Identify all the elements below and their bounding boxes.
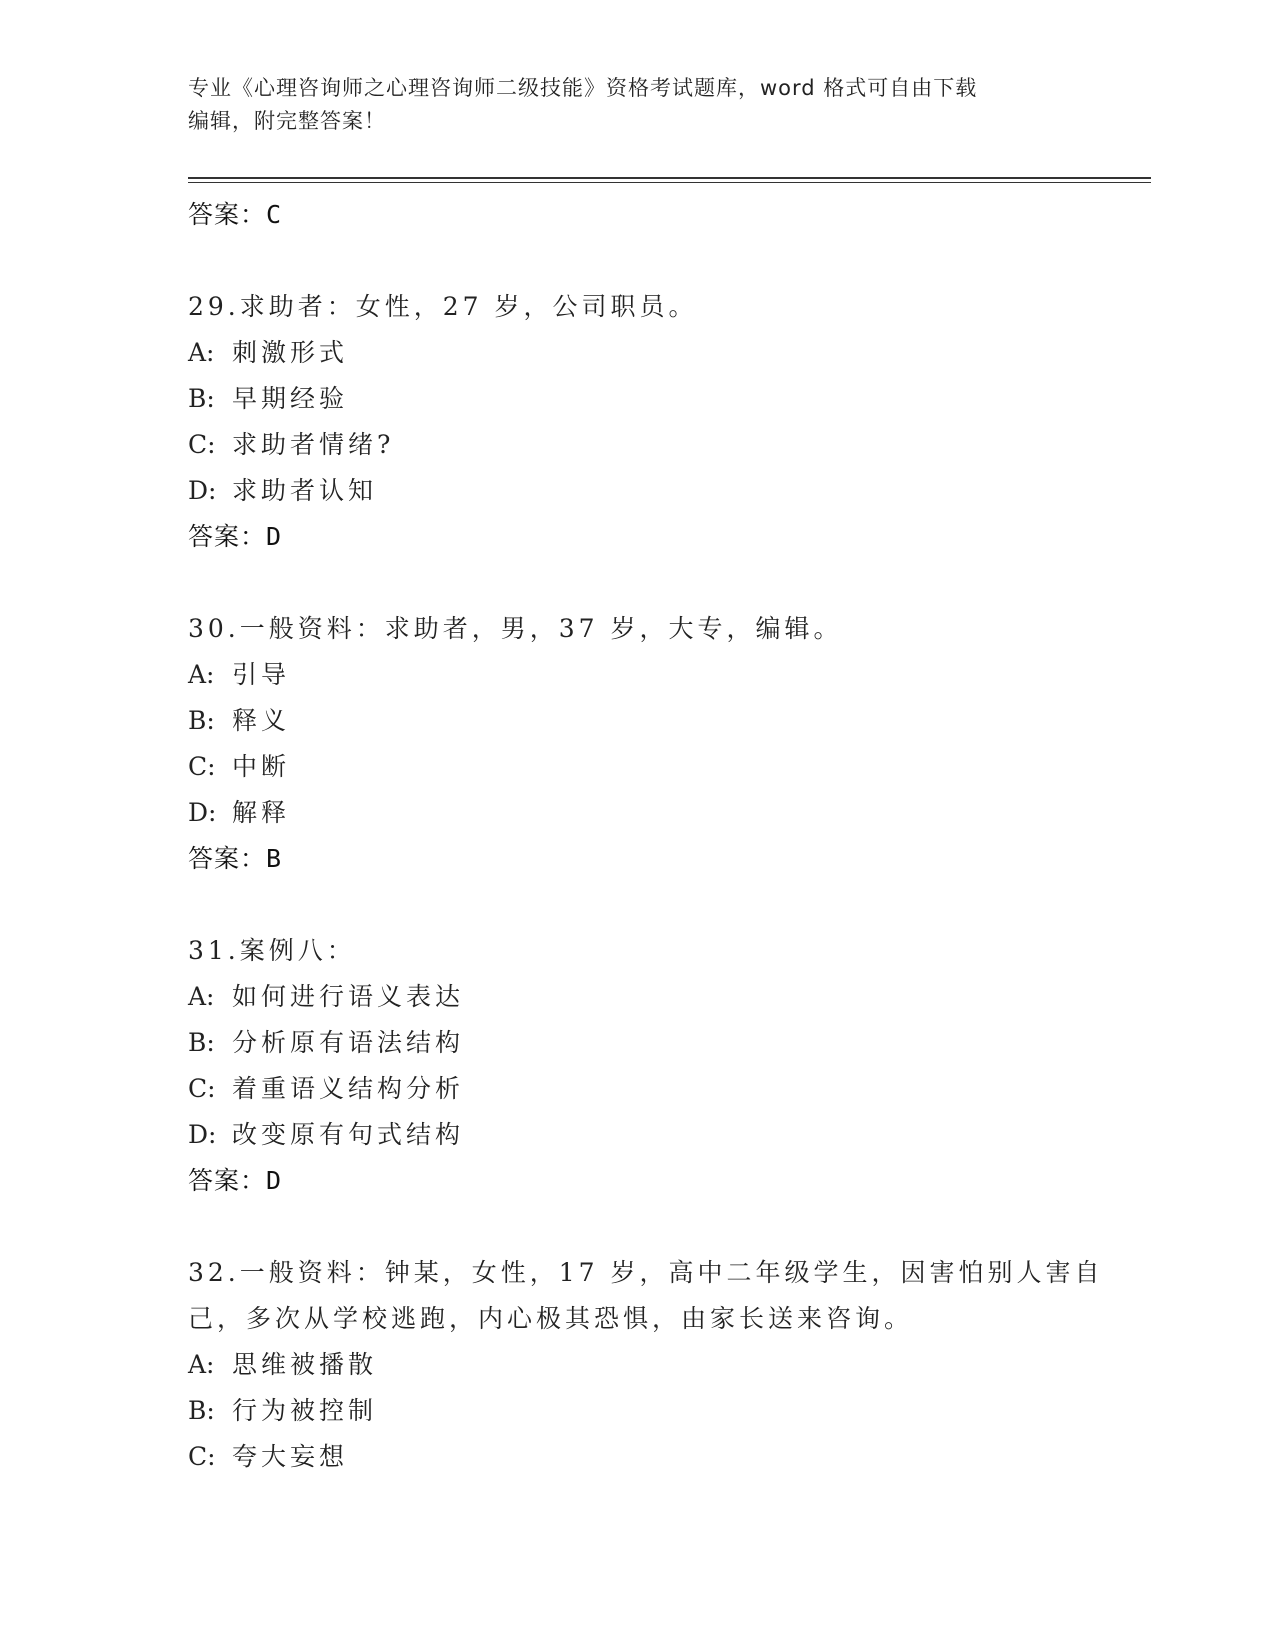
answer-value: B: [266, 844, 283, 873]
option-key: C:: [188, 1074, 216, 1103]
spacer: [188, 560, 1118, 606]
header-line-2: 编辑，附完整答案！: [188, 109, 386, 133]
option-text: 中断: [232, 752, 291, 781]
option-c: [188, 744, 1118, 790]
question-30: [188, 606, 1118, 882]
answer-line: [188, 514, 1118, 560]
header-divider-thick: [188, 177, 1151, 179]
header-line-1: 专业《心理咨询师之心理咨询师二级技能》资格考试题库，word 格式可自由下载: [188, 76, 978, 100]
option-text: 着重语义结构分析: [232, 1074, 465, 1103]
option-key: C:: [188, 430, 216, 459]
answer-line: [188, 1158, 1118, 1204]
question-29: [188, 284, 1118, 560]
answer-label: 答案：: [188, 844, 267, 873]
answer-label: 答案：: [188, 200, 267, 229]
option-key: A:: [188, 982, 215, 1011]
option-c: [188, 422, 1118, 468]
question-stem: 31.案例八：: [188, 936, 356, 965]
option-c: [188, 1066, 1118, 1112]
option-key: D:: [188, 798, 217, 827]
header-divider-thin: [188, 182, 1151, 183]
option-key: B:: [188, 706, 215, 735]
question-list: [188, 192, 1118, 1480]
spacer: [188, 882, 1118, 928]
answer-label: 答案：: [188, 522, 267, 551]
option-text: 分析原有语法结构: [232, 1028, 465, 1057]
option-text: 释义: [232, 706, 291, 735]
option-key: D:: [188, 476, 217, 505]
answer-value: C: [266, 200, 283, 229]
option-key: A:: [188, 660, 215, 689]
question-stem: 29.求助者：女性，27 岁，公司职员。: [188, 292, 698, 321]
option-text: 早期经验: [232, 384, 349, 413]
option-text: 解释: [232, 798, 291, 827]
option-b: [188, 1020, 1118, 1066]
option-key: C:: [188, 752, 216, 781]
answer-line: [188, 192, 1118, 238]
spacer: [188, 238, 1118, 284]
question-32: [188, 1250, 1118, 1480]
option-b: [188, 1388, 1118, 1434]
answer-value: D: [266, 1166, 283, 1195]
option-a: [188, 652, 1118, 698]
option-text: 求助者情绪?: [232, 430, 395, 459]
answer-value: D: [266, 522, 283, 551]
option-text: 如何进行语义表达: [232, 982, 465, 1011]
option-key: B:: [188, 384, 215, 413]
option-b: [188, 698, 1118, 744]
answer-line: [188, 836, 1118, 882]
option-key: C:: [188, 1442, 216, 1471]
option-text: 改变原有句式结构: [232, 1120, 465, 1149]
option-text: 引导: [232, 660, 291, 689]
option-b: [188, 376, 1118, 422]
question-31: [188, 928, 1118, 1204]
option-text: 思维被播散: [232, 1350, 378, 1379]
option-d: [188, 790, 1118, 836]
option-a: [188, 974, 1118, 1020]
option-a: [188, 330, 1118, 376]
option-d: [188, 468, 1118, 514]
option-text: 求助者认知: [232, 476, 378, 505]
document-header: [188, 72, 1088, 138]
option-text: 行为被控制: [232, 1396, 378, 1425]
option-a: [188, 1342, 1118, 1388]
option-key: A:: [188, 1350, 215, 1379]
question-stem: 32.一般资料：钟某，女性，17 岁，高中二年级学生，因害怕别人害自己，多次从学校逃跑，内心极其恐惧，由家长送来咨询。: [188, 1258, 1104, 1333]
option-key: D:: [188, 1120, 217, 1149]
question-stem: 30.一般资料：求助者，男，37 岁，大专，编辑。: [188, 614, 843, 643]
option-text: 夸大妄想: [232, 1442, 349, 1471]
spacer: [188, 1204, 1118, 1250]
answer-label: 答案：: [188, 1166, 267, 1195]
option-c: [188, 1434, 1118, 1480]
option-text: 刺激形式: [232, 338, 349, 367]
option-d: [188, 1112, 1118, 1158]
option-key: B:: [188, 1028, 215, 1057]
option-key: A:: [188, 338, 215, 367]
option-key: B:: [188, 1396, 215, 1425]
